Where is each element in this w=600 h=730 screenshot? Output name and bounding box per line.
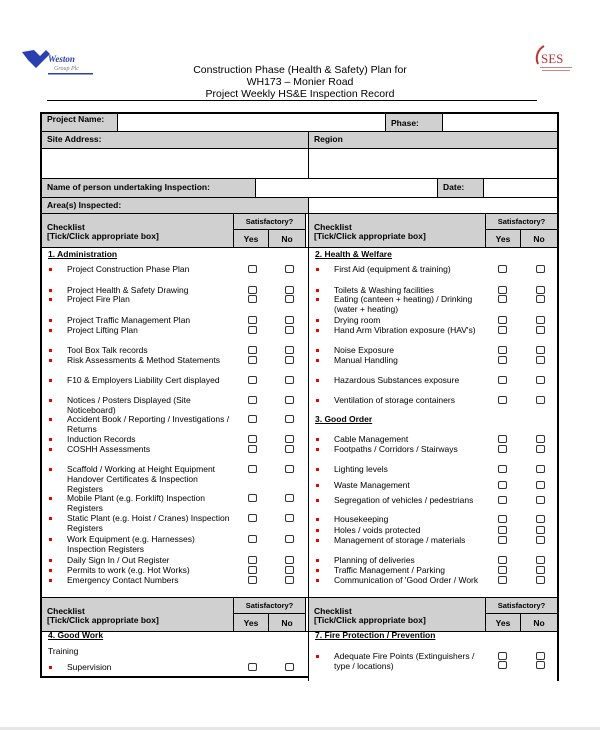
no-checkbox[interactable]: [285, 514, 294, 522]
no-checkbox[interactable]: [536, 496, 545, 504]
checklist-item-label: Segregation of vehicles / pedestrians: [334, 495, 474, 505]
checklist-item-label: F10 & Employers Liability Cert displayed: [67, 375, 220, 385]
no-checkbox[interactable]: [285, 566, 294, 574]
svg-text:SES: SES: [541, 51, 564, 66]
section-title-health-welfare: 2. Health & Welfare: [315, 249, 392, 259]
checklist-item-label: Cable Management: [334, 434, 409, 444]
yes-checkbox[interactable]: [498, 326, 507, 334]
no-checkbox[interactable]: [536, 316, 545, 324]
bullet-icon: [49, 268, 52, 271]
no-checkbox[interactable]: [285, 445, 294, 453]
checklist-item-label: Induction Records: [67, 434, 136, 444]
checklist-item-label: Project Lifting Plan: [67, 325, 138, 335]
no-checkbox[interactable]: [536, 295, 545, 303]
bullet-icon: [49, 517, 52, 520]
satisfactory-header-left: Satisfactory?: [233, 213, 306, 230]
document-title-line-3: Project Weekly HS&E Inspection Record: [205, 88, 395, 100]
no-checkbox[interactable]: [285, 356, 294, 364]
bullet-icon: [316, 569, 319, 572]
phase-field[interactable]: [442, 112, 559, 132]
no-checkbox[interactable]: [536, 536, 545, 544]
bullet-icon: [316, 438, 319, 441]
yes-checkbox[interactable]: [498, 295, 507, 303]
no-checkbox[interactable]: [536, 465, 545, 473]
checklist-item-label: Adequate Fire Points (Extinguishers / type / locations): [334, 651, 475, 671]
no-column-header-left: No: [268, 229, 306, 248]
checklist-item-label: Ventilation of storage containers: [334, 395, 455, 405]
no-column-header-left: No: [268, 613, 306, 632]
yes-checkbox[interactable]: [498, 496, 507, 504]
no-checkbox[interactable]: [536, 286, 545, 294]
checklist-header-right: [308, 597, 486, 632]
yes-checkbox[interactable]: [498, 265, 507, 273]
no-checkbox[interactable]: [536, 566, 545, 574]
bullet-icon: [49, 559, 52, 562]
bullet-icon: [316, 539, 319, 542]
svg-text:Group Plc: Group Plc: [54, 66, 79, 72]
yes-checkbox[interactable]: [248, 494, 257, 502]
yes-column-header-right: Yes: [485, 229, 521, 248]
checklist-item-label: Housekeeping: [334, 514, 389, 524]
yes-checkbox[interactable]: [248, 376, 257, 384]
checklist-item-label: Daily Sign In / Out Register: [67, 555, 170, 565]
bullet-icon: [316, 268, 319, 271]
bullet-icon: [316, 579, 319, 582]
no-checkbox[interactable]: [285, 376, 294, 384]
yes-checkbox[interactable]: [248, 514, 257, 522]
bullet-icon: [49, 438, 52, 441]
document-title-line-2: WH173 – Monier Road: [246, 76, 354, 88]
bullet-icon: [316, 448, 319, 451]
no-checkbox[interactable]: [536, 265, 545, 273]
bullet-icon: [49, 666, 52, 669]
checklist-item-label: Eating (canteen + heating) / Drinking (water + heating): [334, 294, 473, 314]
checklist-header-right: [308, 213, 486, 248]
yes-column-header-left: Yes: [233, 613, 269, 632]
no-checkbox[interactable]: [536, 396, 545, 404]
checklist-header-left: [40, 597, 234, 632]
no-checkbox[interactable]: [536, 652, 545, 660]
bullet-icon: [316, 655, 319, 658]
checklist-instruction: [Tick/Click appropriate box]: [314, 231, 426, 241]
bullet-icon: [49, 379, 52, 382]
no-checkbox[interactable]: [536, 356, 545, 364]
yes-checkbox[interactable]: [248, 346, 257, 354]
bullet-icon: [316, 518, 319, 521]
checklist-item-label: Notices / Posters Displayed (Site Noticeboard): [67, 395, 191, 415]
yes-checkbox[interactable]: [248, 445, 257, 453]
bullet-icon: [316, 329, 319, 332]
yes-checkbox[interactable]: [248, 396, 257, 404]
bullet-icon: [316, 349, 319, 352]
yes-checkbox[interactable]: [248, 415, 257, 423]
no-checkbox[interactable]: [285, 663, 294, 671]
yes-checkbox[interactable]: [498, 435, 507, 443]
checklist-item-label: Traffic Management / Parking: [334, 565, 446, 575]
bullet-icon: [316, 559, 319, 562]
no-checkbox[interactable]: [536, 515, 545, 523]
yes-checkbox[interactable]: [248, 326, 257, 334]
bullet-icon: [316, 399, 319, 402]
bullet-icon: [49, 538, 52, 541]
areas-inspected-field[interactable]: [308, 197, 559, 214]
bullet-icon: [49, 497, 52, 500]
bullet-icon: [49, 289, 52, 292]
no-checkbox[interactable]: [285, 346, 294, 354]
bullet-icon: [49, 298, 52, 301]
date-label: Date:: [437, 178, 484, 198]
checklist-item-label: Project Construction Phase Plan: [67, 264, 190, 274]
yes-checkbox[interactable]: [248, 316, 257, 324]
inspector-name-field[interactable]: [255, 178, 438, 198]
no-checkbox[interactable]: [536, 661, 545, 669]
checklist-item-label: Planning of deliveries: [334, 555, 415, 565]
bullet-icon: [316, 319, 319, 322]
no-checkbox[interactable]: [536, 481, 545, 489]
yes-checkbox[interactable]: [248, 566, 257, 574]
section-title-good-order: 3. Good Order: [315, 414, 373, 424]
yes-column-header-right: Yes: [485, 613, 521, 632]
checklist-item-label: Lighting levels: [334, 464, 388, 474]
bullet-icon: [316, 499, 319, 502]
no-checkbox[interactable]: [285, 295, 294, 303]
bullet-icon: [49, 359, 52, 362]
yes-checkbox[interactable]: [498, 316, 507, 324]
checklist-item-label: Hazardous Substances exposure: [334, 375, 460, 385]
yes-checkbox[interactable]: [248, 465, 257, 473]
checklist-item-label: Supervision: [67, 662, 112, 672]
checklist-item-label: Accident Book / Reporting / Investigations / Returns: [67, 414, 230, 434]
checklist-item-label: Waste Management: [334, 480, 410, 490]
section-title-good-work: 4. Good Work: [48, 630, 104, 640]
no-checkbox[interactable]: [285, 326, 294, 334]
yes-checkbox[interactable]: [498, 566, 507, 574]
no-checkbox[interactable]: [285, 556, 294, 564]
no-checkbox[interactable]: [536, 346, 545, 354]
yes-checkbox[interactable]: [248, 265, 257, 273]
no-checkbox[interactable]: [285, 415, 294, 423]
no-checkbox[interactable]: [285, 286, 294, 294]
no-checkbox[interactable]: [285, 435, 294, 443]
checklist-item-label: COSHH Assessments: [67, 444, 151, 454]
project-name-field[interactable]: [117, 112, 386, 132]
checklist-title: Checklist: [314, 606, 352, 616]
bullet-icon: [316, 468, 319, 471]
checklist-item-label: Project Traffic Management Plan: [67, 315, 191, 325]
checklist-item-label: Hand Arm Vibration exposure (HAV's): [334, 325, 476, 335]
checklist-item-label: Scaffold / Working at Height Equipment Handover Certificates & Inspection Registers: [67, 464, 216, 494]
no-checkbox[interactable]: [536, 376, 545, 384]
checklist-instruction: [Tick/Click appropriate box]: [314, 615, 426, 625]
bullet-icon: [316, 379, 319, 382]
region-label: Region: [308, 131, 559, 149]
no-checkbox[interactable]: [285, 396, 294, 404]
phase-label: Phase:: [385, 112, 443, 132]
checklist-item-label: Permits to work (e.g. Hot Works): [67, 565, 190, 575]
yes-checkbox[interactable]: [248, 435, 257, 443]
satisfactory-header-right: Satisfactory?: [485, 213, 559, 230]
bullet-icon: [316, 298, 319, 301]
bullet-icon: [49, 579, 52, 582]
yes-checkbox[interactable]: [498, 515, 507, 523]
no-checkbox[interactable]: [536, 445, 545, 453]
checklist-instruction: [Tick/Click appropriate box]: [47, 231, 159, 241]
checklist-title: Checklist: [47, 606, 85, 616]
no-checkbox[interactable]: [536, 526, 545, 534]
bullet-icon: [316, 359, 319, 362]
site-address-label: Site Address:: [40, 131, 309, 149]
checklist-item-label: First Aid (equipment & training): [334, 264, 451, 274]
bullet-icon: [49, 319, 52, 322]
yes-checkbox[interactable]: [248, 576, 257, 584]
inspector-name-label: Name of person undertaking Inspection:: [40, 178, 256, 198]
yes-checkbox[interactable]: [498, 396, 507, 404]
title-divider: [47, 100, 537, 101]
subheading-training: Training: [48, 646, 79, 656]
checklist-item-label: Management of storage / materials: [334, 535, 466, 545]
yes-checkbox[interactable]: [248, 556, 257, 564]
checklist-item-label: Holes / voids protected: [334, 525, 421, 535]
bullet-icon: [49, 329, 52, 332]
yes-checkbox[interactable]: [498, 465, 507, 473]
yes-column-header-left: Yes: [233, 229, 269, 248]
yes-checkbox[interactable]: [248, 356, 257, 364]
no-checkbox[interactable]: [536, 326, 545, 334]
checklist-item-label: Mobile Plant (e.g. Forklift) Inspection Registers: [67, 493, 205, 513]
checklist-item-label: Drying room: [334, 315, 381, 325]
checklist-item-label: Noise Exposure: [334, 345, 395, 355]
bullet-icon: [316, 289, 319, 292]
yes-checkbox[interactable]: [498, 481, 507, 489]
site-address-field[interactable]: [40, 148, 309, 179]
svg-text:Weston: Weston: [48, 54, 75, 64]
yes-checkbox[interactable]: [248, 663, 257, 671]
bullet-icon: [49, 468, 52, 471]
section-title-fire-protection: 7. Fire Protection / Prevention: [315, 630, 436, 640]
checklist-item-label: Project Fire Plan: [67, 294, 130, 304]
yes-checkbox[interactable]: [498, 286, 507, 294]
bullet-icon: [316, 529, 319, 532]
yes-checkbox[interactable]: [498, 356, 507, 364]
no-checkbox[interactable]: [285, 316, 294, 324]
satisfactory-header-right: Satisfactory?: [485, 597, 559, 614]
no-checkbox[interactable]: [536, 435, 545, 443]
no-checkbox[interactable]: [536, 576, 545, 584]
satisfactory-header-left: Satisfactory?: [233, 597, 306, 614]
checklist-title: Checklist: [47, 222, 85, 232]
yes-checkbox[interactable]: [498, 376, 507, 384]
section-title-administration: 1. Administration: [48, 249, 118, 259]
yes-checkbox[interactable]: [248, 295, 257, 303]
checklist-item-label: Risk Assessments & Method Statements: [67, 355, 221, 365]
yes-checkbox[interactable]: [248, 286, 257, 294]
areas-inspected-label: Area(s) Inspected:: [40, 197, 309, 214]
checklist-item-label: Work Equipment (e.g. Harnesses) Inspection Registers: [67, 534, 195, 554]
checklist-item-label: Project Health & Safety Drawing: [67, 285, 189, 295]
project-name-label: Project Name:: [40, 112, 118, 132]
checklist-instruction: [Tick/Click appropriate box]: [47, 615, 159, 625]
yes-checkbox[interactable]: [498, 556, 507, 564]
no-column-header-right: No: [520, 613, 559, 632]
yes-checkbox[interactable]: [498, 661, 507, 669]
no-column-header-right: No: [520, 229, 559, 248]
yes-checkbox[interactable]: [248, 535, 257, 543]
bullet-icon: [49, 569, 52, 572]
no-checkbox[interactable]: [536, 556, 545, 564]
checklist-item-label: Tool Box Talk records: [67, 345, 148, 355]
bullet-icon: [49, 399, 52, 402]
no-checkbox[interactable]: [285, 535, 294, 543]
checklist-item-label: Manual Handling: [334, 355, 398, 365]
yes-checkbox[interactable]: [498, 526, 507, 534]
yes-checkbox[interactable]: [498, 576, 507, 584]
no-checkbox[interactable]: [285, 465, 294, 473]
yes-checkbox[interactable]: [498, 652, 507, 660]
no-checkbox[interactable]: [285, 576, 294, 584]
yes-checkbox[interactable]: [498, 346, 507, 354]
checklist-item-label: Toilets & Washing facilities: [334, 285, 434, 295]
region-field[interactable]: [308, 148, 559, 179]
yes-checkbox[interactable]: [498, 536, 507, 544]
document-title-line-1: Construction Phase (Health & Safety) Plan for: [193, 64, 407, 76]
checklist-item-label: Emergency Contact Numbers: [67, 575, 179, 585]
bullet-icon: [49, 418, 52, 421]
checklist-item-label: Communication of 'Good Order / Work: [334, 575, 479, 585]
checklist-item-label: Footpaths / Corridors / Stairways: [334, 444, 458, 454]
bullet-icon: [316, 484, 319, 487]
no-checkbox[interactable]: [285, 265, 294, 273]
no-checkbox[interactable]: [285, 494, 294, 502]
checklist-item-label: Static Plant (e.g. Hoist / Cranes) Inspection Registers: [67, 513, 230, 533]
checklist-title: Checklist: [314, 222, 352, 232]
bullet-icon: [49, 448, 52, 451]
checklist-header-left: [40, 213, 234, 248]
date-field[interactable]: [483, 178, 559, 198]
bullet-icon: [49, 349, 52, 352]
yes-checkbox[interactable]: [498, 445, 507, 453]
